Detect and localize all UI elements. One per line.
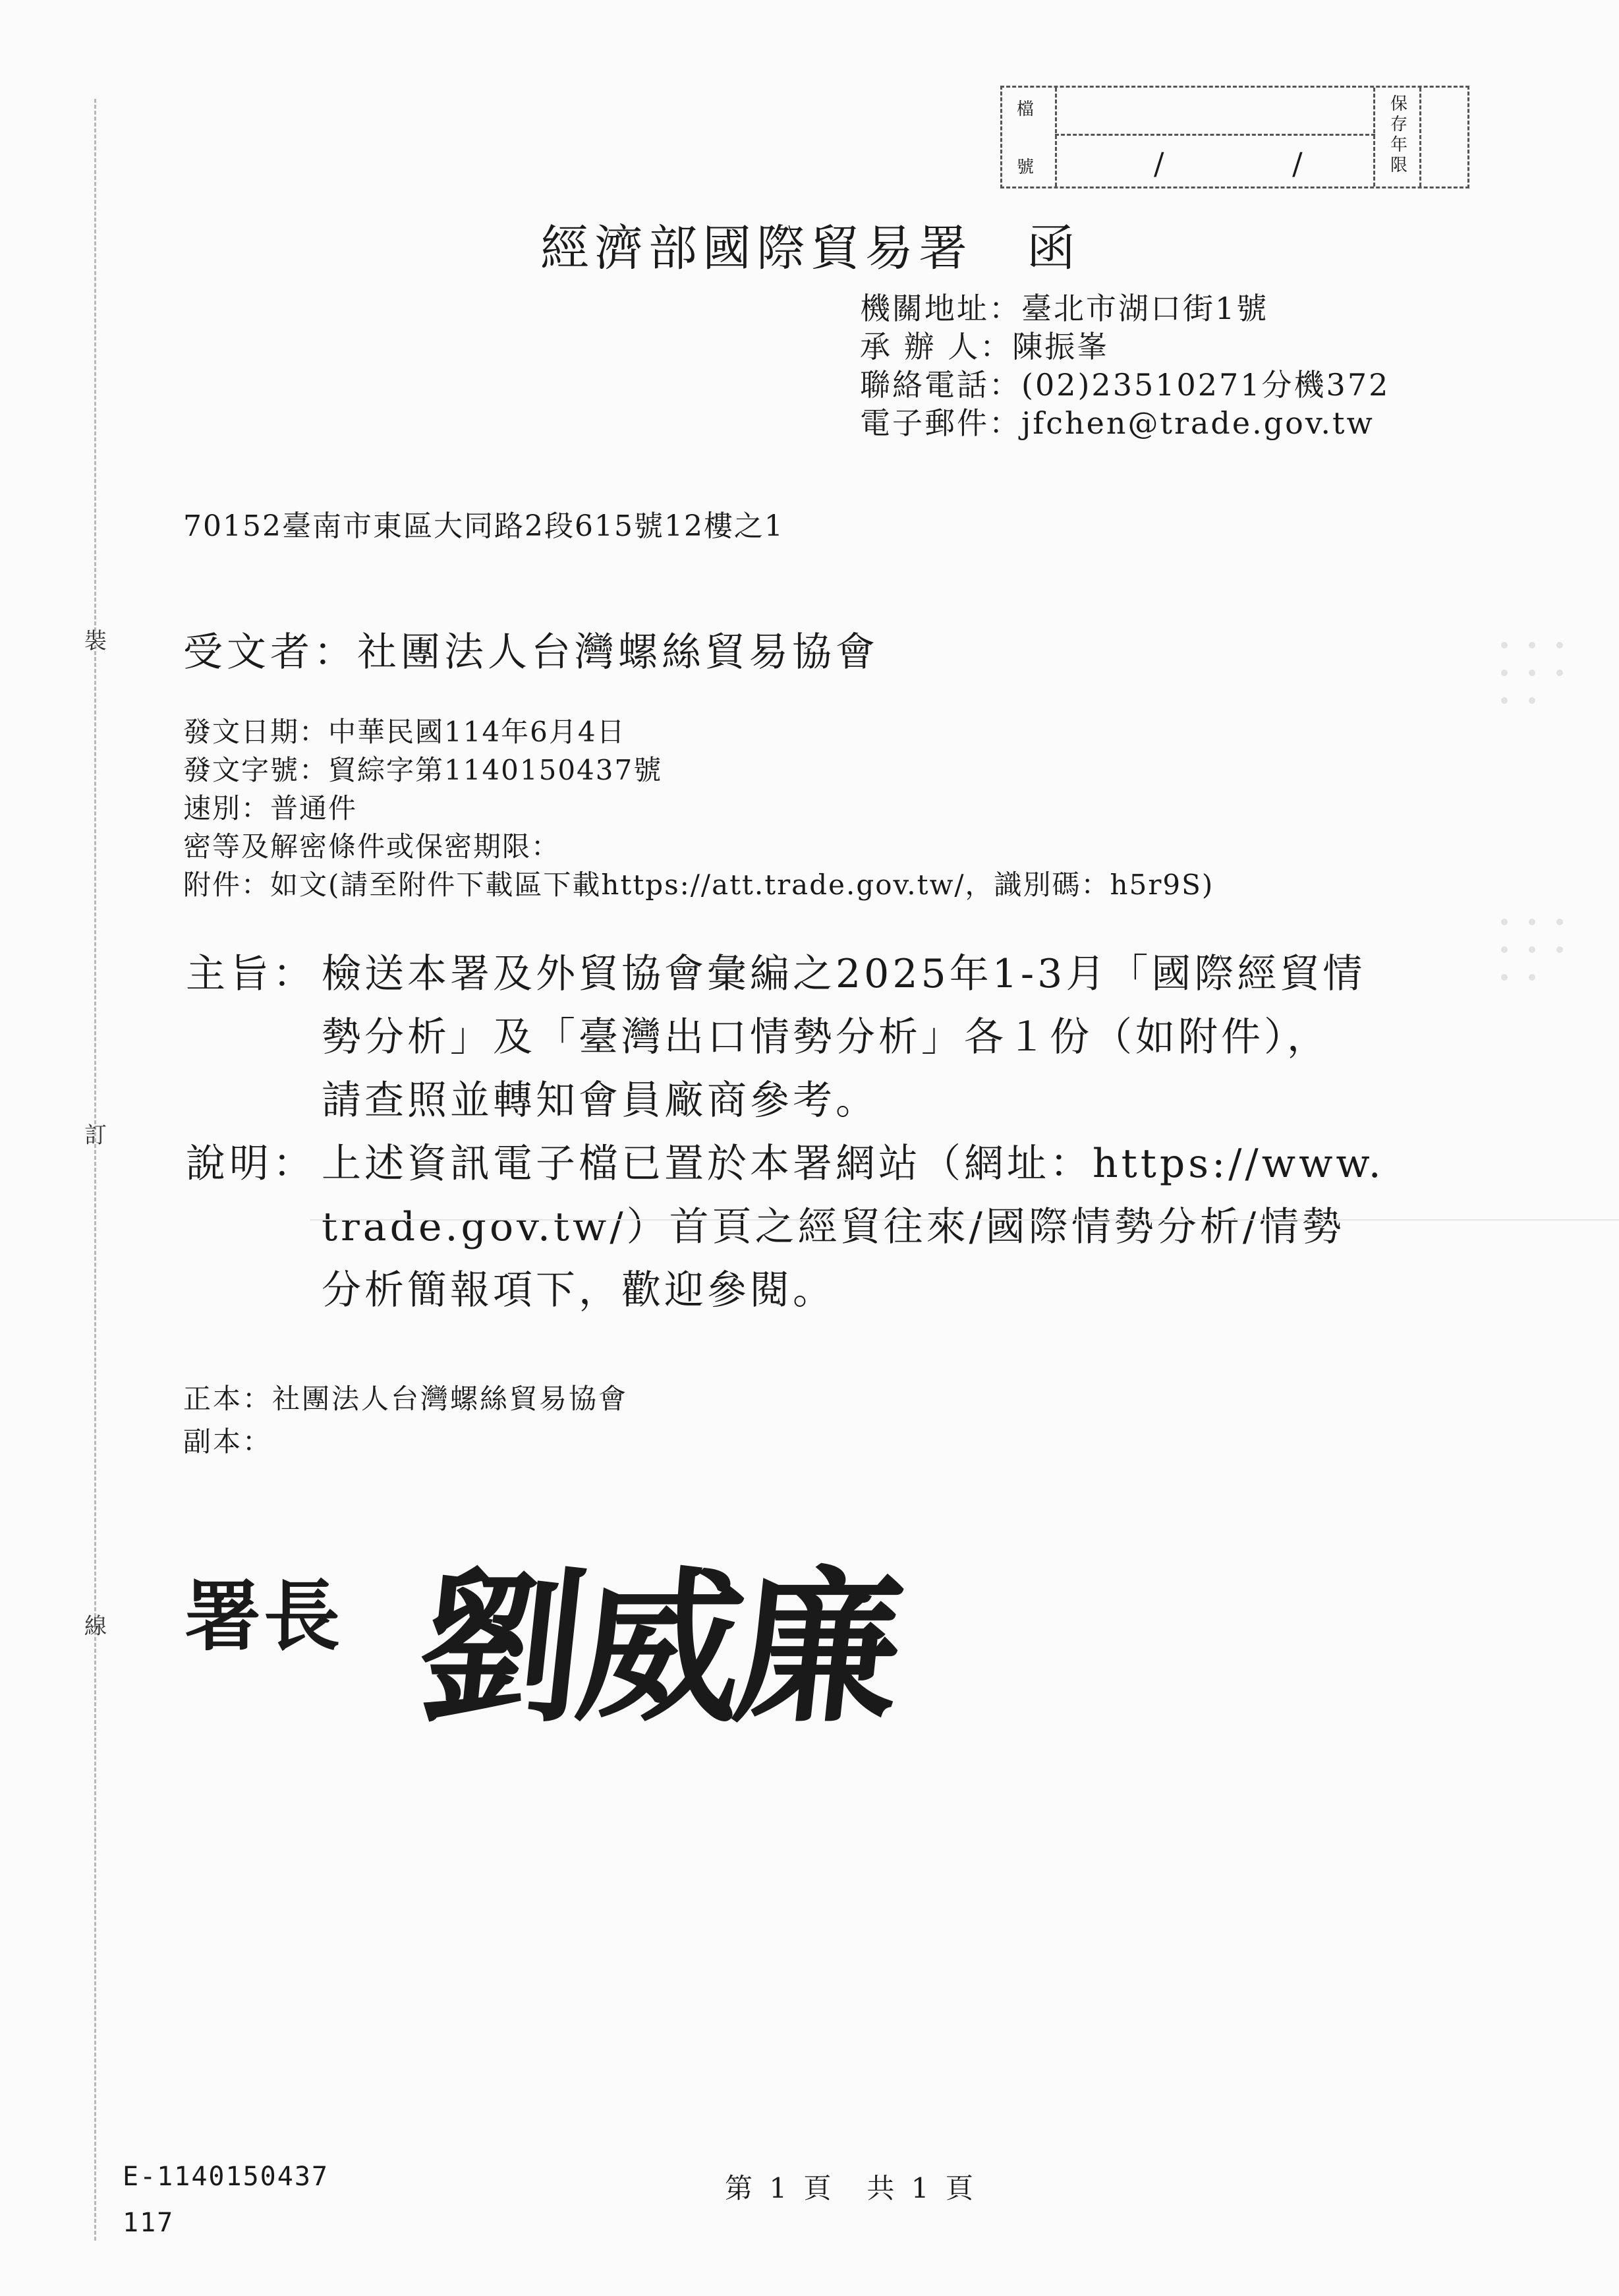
officer: 承 辦 人：陳振峯 bbox=[860, 329, 1110, 364]
subject-label: 主旨： bbox=[186, 951, 316, 997]
email: 電子郵件：jfchen@trade.gov.tw bbox=[860, 405, 1375, 441]
attachment: 附件：如文(請至附件下載區下載https://att.trade.gov.tw/，識別碼：h5r9S) bbox=[183, 869, 1214, 901]
page-number: 第 1 頁 共 1 頁 bbox=[725, 2172, 977, 2204]
document-sub-id: 117 bbox=[123, 2208, 175, 2238]
punch-holes-bottom bbox=[1491, 909, 1596, 992]
archive-number-label: 號 bbox=[1017, 158, 1035, 177]
issue-date: 發文日期：中華民國114年6月4日 bbox=[183, 716, 626, 748]
subject-line-1: 檢送本署及外貿協會彙編之2025年1-3月「國際經貿情 bbox=[322, 951, 1366, 997]
explanation-line-3: 分析簡報項下，歡迎參閱。 bbox=[322, 1267, 836, 1313]
mail-address: 70152臺南市東區大同路2段615號12樓之1 bbox=[183, 509, 784, 543]
recipient: 受文者：社團法人台灣螺絲貿易協會 bbox=[183, 629, 879, 675]
binding-mark-top: 裝 bbox=[84, 628, 107, 654]
speed: 速別：普通件 bbox=[183, 792, 358, 824]
paper-fold bbox=[310, 1219, 1619, 1220]
document-title: 經濟部國際貿易署 函 bbox=[540, 220, 1081, 277]
phone: 聯絡電話：(02)23510271分機372 bbox=[860, 367, 1390, 403]
punch-holes-top bbox=[1491, 633, 1596, 716]
archive-keep-years-label: 保存年限 bbox=[1390, 94, 1407, 175]
archive-box bbox=[1000, 86, 1469, 188]
binding-line bbox=[94, 99, 96, 2241]
subject-line-3: 請查照並轉知會員廠商參考。 bbox=[322, 1077, 878, 1124]
copy-recipient: 副本： bbox=[183, 1425, 273, 1458]
explanation-label: 說明： bbox=[186, 1141, 316, 1187]
document-id: E-1140150437 bbox=[123, 2162, 329, 2192]
binding-mark-bottom: 線 bbox=[84, 1613, 107, 1640]
secrecy: 密等及解密條件或保密期限： bbox=[183, 830, 561, 863]
archive-file-label: 檔 bbox=[1017, 100, 1035, 119]
subject-line-2: 勢分析」及「臺灣出口情勢分析」各１份（如附件）， bbox=[322, 1014, 1330, 1060]
binding-mark-middle: 訂 bbox=[84, 1122, 107, 1149]
explanation-line-1: 上述資訊電子檔已置於本署網站（網址：https://www. bbox=[322, 1141, 1384, 1187]
signature: 劉威廉 bbox=[410, 1551, 905, 1744]
agency-address: 機關地址：臺北市湖口街1號 bbox=[860, 291, 1269, 326]
original-recipient: 正本：社團法人台灣螺絲貿易協會 bbox=[183, 1383, 629, 1415]
explanation-line-2: trade.gov.tw/）首頁之經貿往來/國際情勢分析/情勢 bbox=[322, 1204, 1346, 1250]
signer-title: 署長 bbox=[185, 1572, 343, 1661]
issue-number: 發文字號：貿綜字第1140150437號 bbox=[183, 754, 663, 786]
archive-slashes: / / bbox=[1154, 146, 1362, 181]
